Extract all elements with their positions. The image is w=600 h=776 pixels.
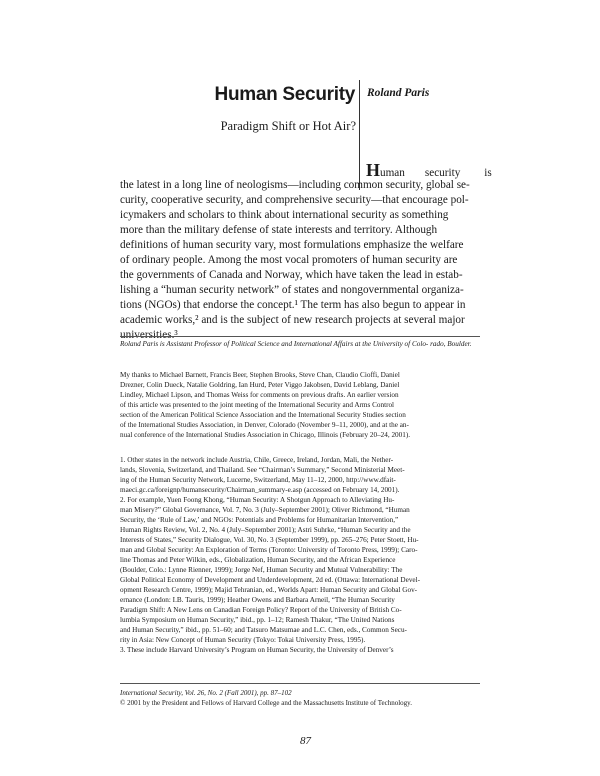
- footnote-line: 1. Other states in the network include Austria, Chile, Greece, Ireland, Jordan, Mali, the Nether-: [120, 456, 394, 464]
- article-title: Human Security: [214, 84, 355, 105]
- acknowledgment-line: section of the American Political Science Association and the International Security Studies section: [120, 411, 406, 419]
- opening-word-3: is: [484, 167, 492, 179]
- body-line: icymakers and scholars to think about international security as something: [120, 209, 449, 221]
- acknowledgment-line: My thanks to Michael Barnett, Francis Beer, Stephen Brooks, Steve Chan, Claudio Cioffi, Daniel: [120, 371, 400, 379]
- body-line: tions (NGOs) that endorse the concept.¹ The term has also begun to appear in: [120, 299, 466, 311]
- body-line: definitions of human security vary, most formulations emphasize the welfare: [120, 239, 464, 251]
- footnote-line: 2. For example, Yuen Foong Khong, “Human Security: A Shotgun Approach to Alleviating Hu-: [120, 496, 395, 504]
- body-line: universities.³: [120, 329, 178, 341]
- article-subtitle: Paradigm Shift or Hot Air?: [220, 119, 356, 133]
- author-note: Roland Paris is Assistant Professor of Political Science and International Affairs at the University of Colo- rado, Boulder.: [120, 340, 472, 348]
- footnote-line: lumbia Symposium on Human Security,” ibid., pp. 1–12; Ramesh Thakur, “The United Nations: [120, 616, 395, 624]
- author-note-divider: [120, 336, 480, 337]
- page-number: 87: [300, 735, 311, 747]
- footnote-line: Global Political Economy of Development and Underdevelopment, 2d ed. (Ottawa: International Devel-: [120, 576, 420, 584]
- copyright-line: © 2001 by the President and Fellows of Harvard College and the Massachusetts Institute of Technology.: [120, 699, 412, 707]
- footer-divider: [120, 683, 480, 684]
- footnote-line: man and Global Security: An Exploration of Terms (Toronto: University of Toronto Press, 1999); Caro-: [120, 546, 418, 554]
- footnote-line: opment Research Centre, 1999); Majid Tehranian, ed., Worlds Apart: Human Security and Global Gov-: [120, 586, 418, 594]
- acknowledgment-line: Lindley, Michael Lipson, and Thomas Weiss for comments on previous drafts. An earlier version: [120, 391, 399, 399]
- body-line: curity, cooperative security, and comprehensive security—that encourage pol-: [120, 194, 469, 206]
- footnote-line: rity in Asia: New Concept of Human Security (Tokyo: Tokai University Press, 1995).: [120, 636, 366, 644]
- footnote-line: line Thomas and Peter Wilkin, eds., Globalization, Human Security, and the African Experience: [120, 556, 396, 564]
- body-line: of ordinary people. Among the most vocal promoters of human security are: [120, 254, 458, 266]
- journal-citation: [120, 688, 412, 708]
- footnote-line: ing of the Human Security Network, Lucerne, Switzerland, May 11–12, 2000, http://www.dfait-: [120, 476, 396, 484]
- footnote-line: (Boulder, Colo.: Lynne Rienner, 1999); Jorge Nef, Human Security and Mutual Vulnerability: The: [120, 566, 403, 574]
- footnote-line: Human Rights Review, Vol. 2, No. 4 (July–September 2001); Astri Suhrke, “Human Security and the: [120, 526, 411, 534]
- acknowledgment-line: Drezner, Colin Dueck, Natalie Goldring, Ian Hurd, Peter Viggo Jakobsen, David Leblang, Daniel: [120, 381, 400, 389]
- author-name: Roland Paris: [367, 87, 430, 99]
- acknowledgment-line: of the International Studies Association, in Denver, Colorado (November 9–11, 2000), and at the an-: [120, 421, 409, 429]
- body-line: the latest in a long line of neologisms—including common security, global se-: [120, 179, 470, 191]
- footnote-line: maeci.gc.ca/foreignp/humansecurity/Chairman_summary-e.asp (accessed on February 14, 2001).: [120, 486, 400, 494]
- footnote-line: Security, the ‘Rule of Law,’ and NGOs: Potentials and Problems for Humanitarian Intervention,”: [120, 516, 399, 524]
- drop-cap: H: [366, 160, 381, 180]
- body-line: academic works,² and is the subject of new research projects at several major: [120, 314, 465, 326]
- acknowledgment-line: nual conference of the International Studies Association in Chicago, Illinois (February 20–24, 2001).: [120, 431, 411, 439]
- footnote-line: Interests of States,” Security Dialogue, Vol. 30, No. 3 (September 1999), pp. 265–276; Peter Stoett, Hu-: [120, 536, 419, 544]
- footnote-line: and Human Security,” ibid., pp. 51–60; and Tatsuro Matsumae and L.C. Chen, eds., Common Secu-: [120, 626, 407, 634]
- body-line: the governments of Canada and Norway, which have taken the lead in estab-: [120, 269, 463, 281]
- opening-word-2: security: [424, 167, 461, 179]
- footnote-line: man Misery?” Global Governance, Vol. 7, No. 3 (July–September 2001); Oliver Richmond, “Human: [120, 506, 410, 514]
- footnote-line: Paradigm Shift: A New Lens on Canadian Foreign Policy? Report of the University of British Co-: [120, 606, 402, 614]
- footnote-line: 3. These include Harvard University’s Program on Human Security, the University of Denver’s: [120, 646, 394, 654]
- footnote-line: lands, Slovenia, Switzerland, and Thailand. See “Chairman’s Summary,” Second Ministerial Meet-: [120, 466, 405, 474]
- footnote-line: ernance (London: I.B. Tauris, 1999); Heather Owens and Barbara Arneil, “The Human Security: [120, 596, 395, 604]
- opening-word: uman: [380, 167, 405, 179]
- body-line: lishing a “human security network” of states and nongovernmental organiza-: [120, 284, 464, 296]
- body-line: more than the military defense of state interests and territory. Although: [120, 224, 438, 236]
- title-divider: [359, 80, 360, 190]
- acknowledgment-line: of this article was presented to the joint meeting of the International Security and Arms Control: [120, 401, 395, 409]
- journal-line: International Security, Vol. 26, No. 2 (Fall 2001), pp. 87–102: [120, 689, 292, 697]
